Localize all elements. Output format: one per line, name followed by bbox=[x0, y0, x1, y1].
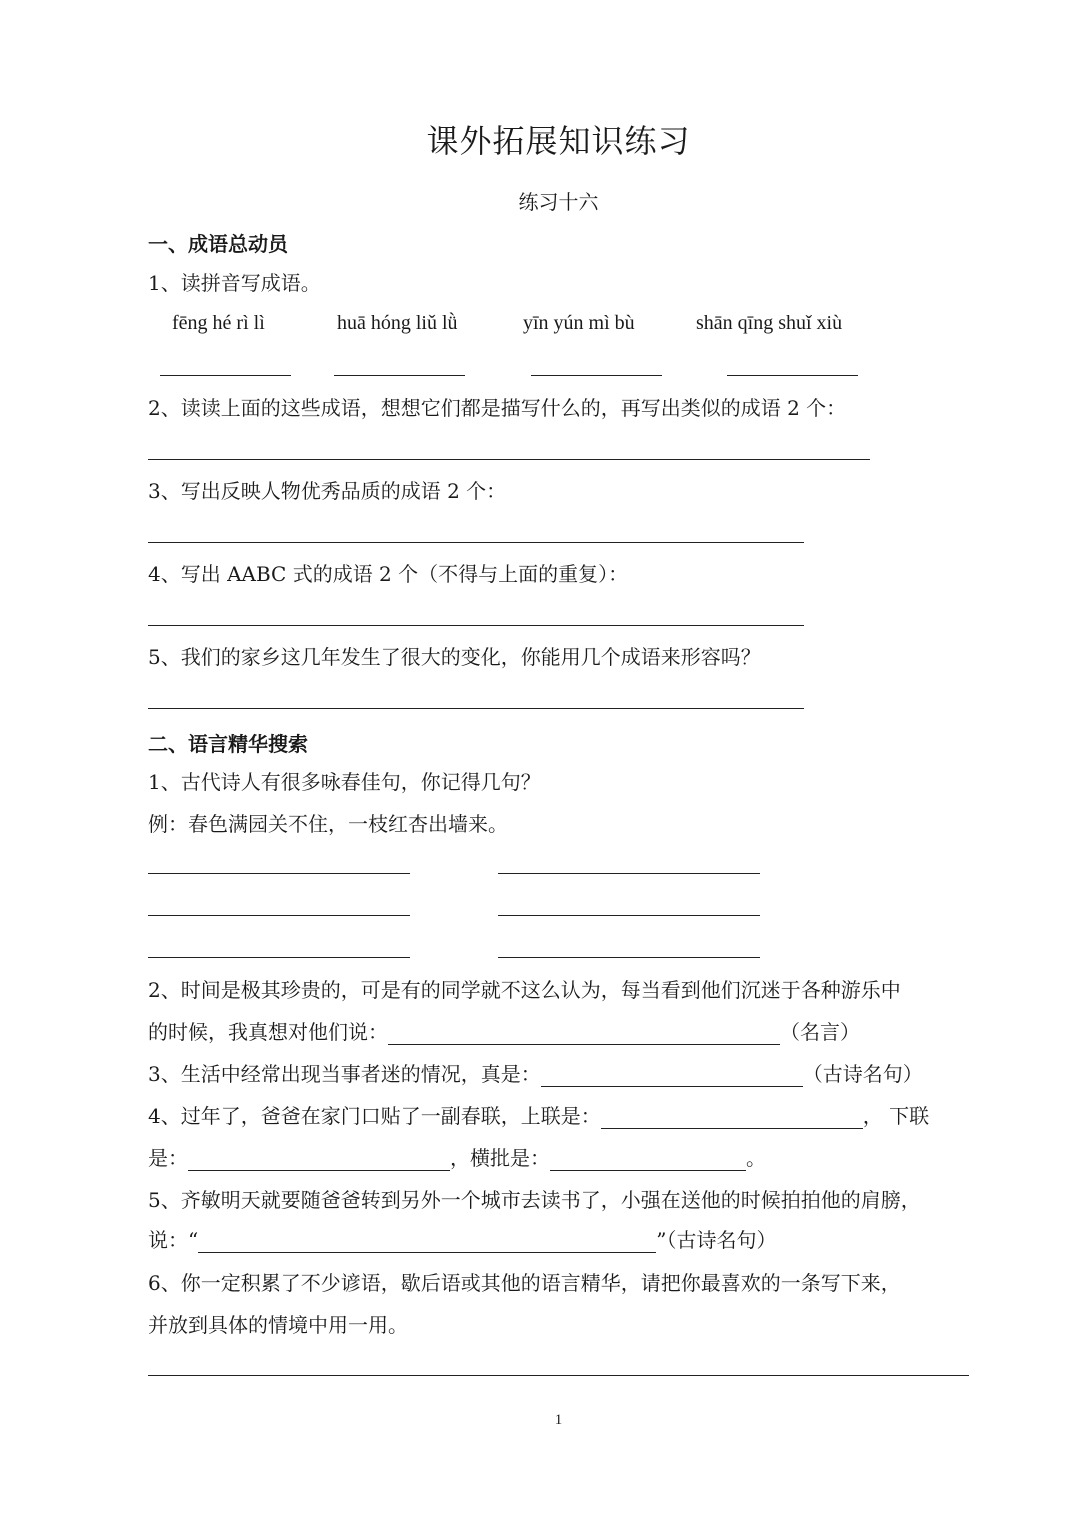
page-subtitle: 练习十六 bbox=[518, 190, 599, 214]
section1-q5: 5、我们的家乡这几年发生了很大的变化，你能用几个成语来形容吗？ bbox=[148, 645, 761, 669]
q4-lower-blank[interactable] bbox=[188, 1150, 450, 1171]
q3-suffix: （古诗名句） bbox=[802, 1062, 923, 1086]
section2-q2-line1: 2、时间是极其珍贵的，可是有的同学就不这么认为，每当看到他们沉迷于各种游乐中 bbox=[148, 978, 901, 1002]
answer-blank-2[interactable] bbox=[334, 375, 465, 376]
poem-line-6[interactable] bbox=[498, 957, 760, 958]
poem-line-2[interactable] bbox=[498, 873, 760, 874]
q4-line1-suffix: ， 下联 bbox=[862, 1104, 930, 1128]
poem-line-3[interactable] bbox=[148, 915, 410, 916]
answer-line-q6[interactable] bbox=[148, 1375, 969, 1376]
pinyin-1: fēng hé rì lì bbox=[172, 312, 265, 334]
q2-blank[interactable] bbox=[388, 1024, 780, 1045]
q4-prefix: 4、过年了，爸爸在家门口贴了一副春联，上联是： bbox=[148, 1104, 601, 1128]
section2-q2-line2 bbox=[148, 1017, 860, 1047]
section2-q6-line2: 并放到具体的情境中用一用。 bbox=[148, 1313, 408, 1337]
q5-prefix: 说：“ bbox=[148, 1228, 199, 1252]
section1-q4: 4、写出 AABC 式的成语 2 个（不得与上面的重复）： bbox=[148, 562, 629, 586]
q4-line2-suffix: 。 bbox=[746, 1146, 766, 1170]
section1-heading: 一、成语总动员 bbox=[148, 232, 288, 256]
section2-q4-line2 bbox=[148, 1143, 766, 1173]
poem-line-1[interactable] bbox=[148, 873, 410, 874]
q3-prefix: 3、生活中经常出现当事者迷的情况，真是： bbox=[148, 1062, 541, 1086]
page-title: 课外拓展知识练习 bbox=[426, 122, 691, 160]
poem-line-4[interactable] bbox=[498, 915, 760, 916]
pinyin-2: huā hóng liǔ lǜ bbox=[337, 312, 458, 334]
section1-q1: 1、读拼音写成语。 bbox=[148, 271, 321, 295]
answer-line-q2[interactable] bbox=[148, 459, 870, 460]
section2-q6-line1: 6、你一定积累了不少谚语，歇后语或其他的语言精华，请把你最喜欢的一条写下来， bbox=[148, 1271, 901, 1295]
section2-q1: 1、古代诗人有很多咏春佳句，你记得几句？ bbox=[148, 770, 541, 794]
answer-line-q5[interactable] bbox=[148, 708, 804, 709]
q5-suffix: ”（古诗名句） bbox=[656, 1228, 777, 1252]
answer-line-q4[interactable] bbox=[148, 625, 804, 626]
answer-blank-3[interactable] bbox=[531, 375, 662, 376]
answer-blank-1[interactable] bbox=[160, 375, 291, 376]
q4-line2-prefix: 是： bbox=[148, 1146, 188, 1170]
pinyin-3: yīn yún mì bù bbox=[523, 312, 635, 334]
pinyin-4: shān qīng shuǐ xiù bbox=[696, 312, 843, 334]
section2-example: 例：春色满园关不住，一枝红杏出墙来。 bbox=[148, 812, 508, 836]
q5-blank[interactable] bbox=[198, 1232, 656, 1253]
section1-q3: 3、写出反映人物优秀品质的成语 2 个： bbox=[148, 479, 507, 503]
section2-q4-line1 bbox=[148, 1101, 929, 1131]
q4-banner-blank[interactable] bbox=[550, 1150, 746, 1171]
section2-q5-line1: 5、齐敏明天就要随爸爸转到另外一个城市去读书了，小强在送他的时候拍拍他的肩膀， bbox=[148, 1188, 921, 1212]
section1-q2: 2、读读上面的这些成语，想想它们都是描写什么的，再写出类似的成语 2 个： bbox=[148, 396, 847, 420]
page-number: 1 bbox=[554, 1412, 563, 1428]
section2-q5-line2 bbox=[148, 1225, 776, 1255]
section2-q3 bbox=[148, 1059, 923, 1089]
poem-line-5[interactable] bbox=[148, 957, 410, 958]
answer-blank-4[interactable] bbox=[727, 375, 858, 376]
q3-blank[interactable] bbox=[541, 1066, 803, 1087]
section2-heading: 二、语言精华搜索 bbox=[148, 732, 308, 756]
answer-line-q3[interactable] bbox=[148, 542, 804, 543]
q2-prefix: 的时候，我真想对他们说： bbox=[148, 1020, 388, 1044]
q4-upper-blank[interactable] bbox=[601, 1108, 863, 1129]
q2-suffix: （名言） bbox=[780, 1020, 860, 1044]
q4-line2-mid: ，横批是： bbox=[450, 1146, 550, 1170]
